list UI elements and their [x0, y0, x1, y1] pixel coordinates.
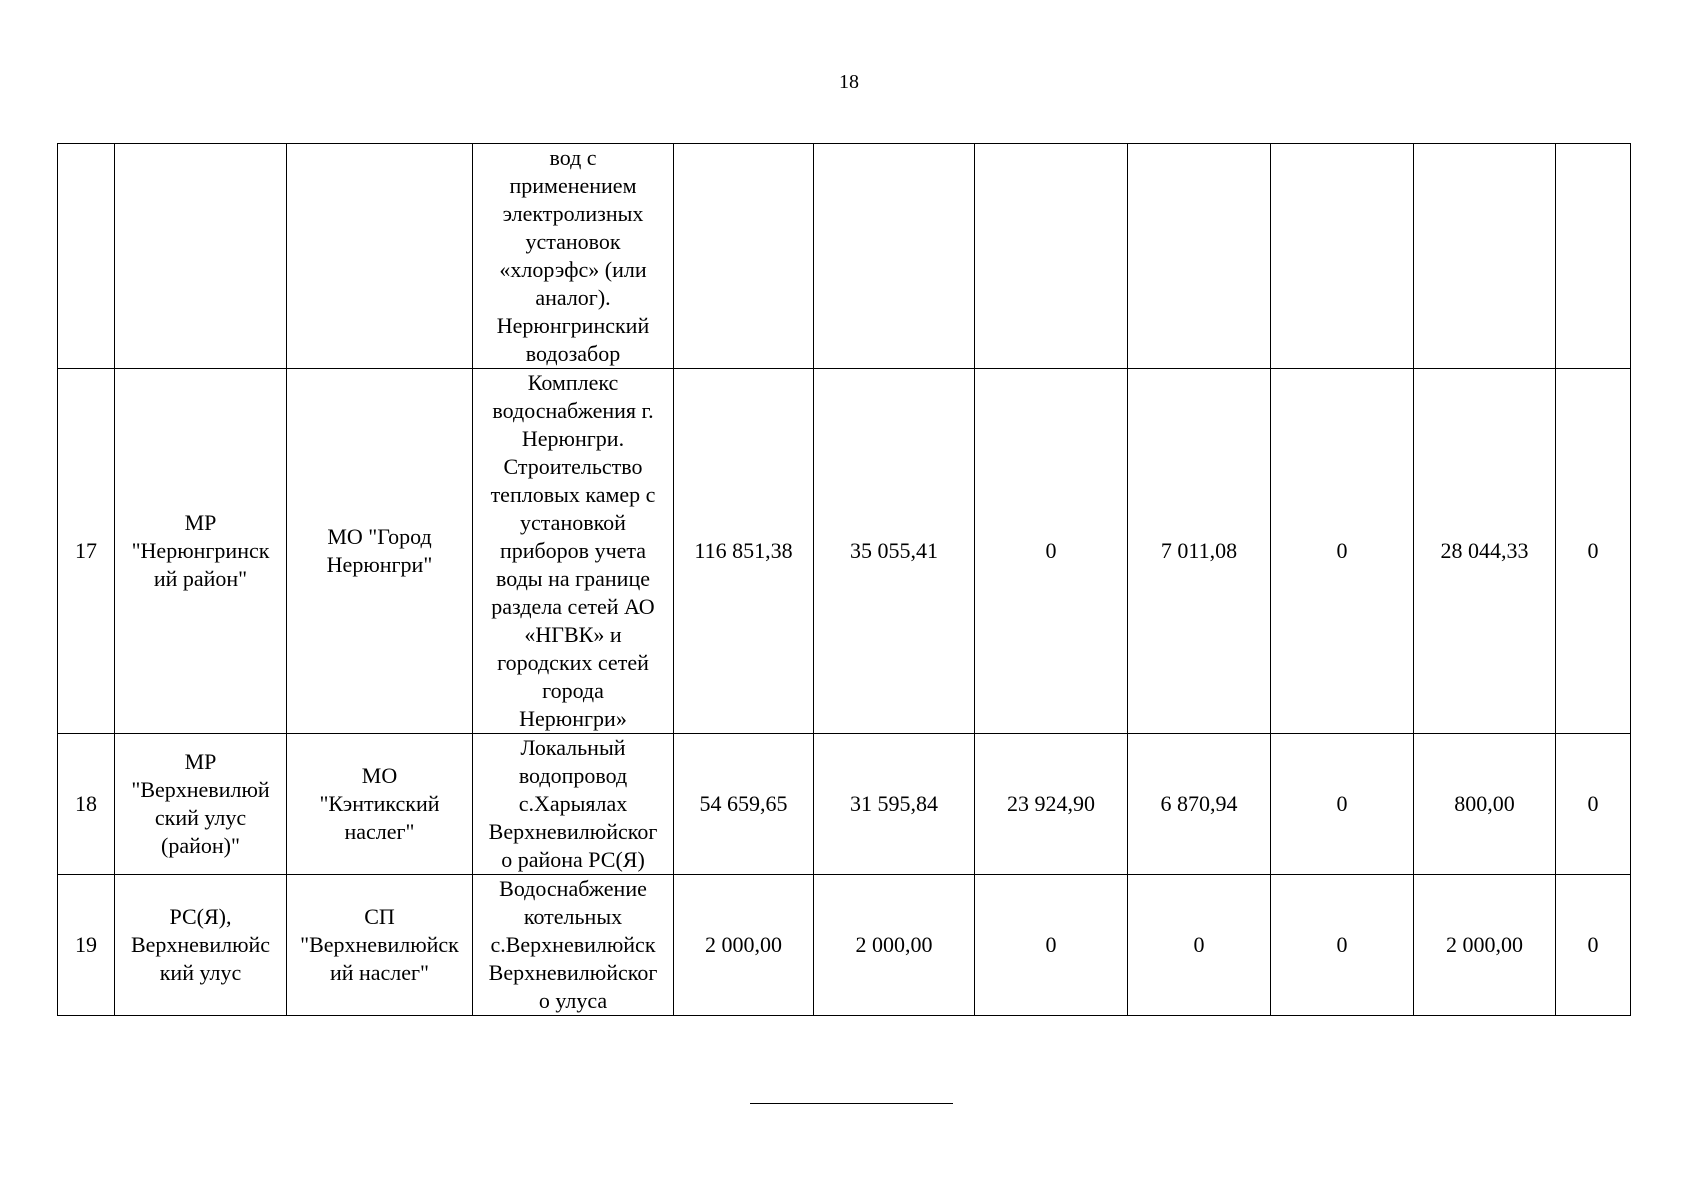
cell-c4: 0 [1271, 369, 1414, 734]
cell-c4: 0 [1271, 875, 1414, 1016]
cell-c4: 0 [1271, 734, 1414, 875]
cell-c3: 7 011,08 [1128, 369, 1271, 734]
cell-total: 116 851,38 [674, 369, 814, 734]
cell-c1: 2 000,00 [814, 875, 975, 1016]
cell-total: 54 659,65 [674, 734, 814, 875]
footer-divider [750, 1103, 953, 1104]
cell-c5: 28 044,33 [1414, 369, 1556, 734]
cell-project: вод с применением электролизных установок «хлорэфс» (или аналог). Нерюнгринский водозабор [473, 144, 674, 369]
cell-num: 17 [58, 369, 115, 734]
cell-project: Локальный водопровод с.Харыялах Верхневилюйског о района РС(Я) [473, 734, 674, 875]
cell-num: 18 [58, 734, 115, 875]
cell-c6: 0 [1556, 734, 1631, 875]
cell-c6: 0 [1556, 369, 1631, 734]
cell-c3 [1128, 144, 1271, 369]
table-row [58, 369, 1631, 734]
cell-municipality: МО "Город Нерюнгри" [287, 369, 473, 734]
cell-municipality: МО "Кэнтикский наслег" [287, 734, 473, 875]
cell-total [674, 144, 814, 369]
cell-project: Водоснабжение котельных с.Верхневилюйск Верхневилюйског о улуса [473, 875, 674, 1016]
table-row-continuation [58, 144, 1631, 369]
cell-c1: 35 055,41 [814, 369, 975, 734]
cell-c5: 2 000,00 [1414, 875, 1556, 1016]
cell-district: МР "Нерюнгринск ий район" [115, 369, 287, 734]
cell-c1 [814, 144, 975, 369]
cell-c4 [1271, 144, 1414, 369]
cell-c6 [1556, 144, 1631, 369]
table-row [58, 734, 1631, 875]
cell-total: 2 000,00 [674, 875, 814, 1016]
page-number: 18 [839, 71, 859, 93]
cell-c5: 800,00 [1414, 734, 1556, 875]
cell-project: Комплекс водоснабжения г. Нерюнгри. Строительство тепловых камер с установкой приборов учета воды на границе раздела сетей АО «НГВК» и городских сетей города Нерюнгри» [473, 369, 674, 734]
cell-c5 [1414, 144, 1556, 369]
cell-district: МР "Верхневилюй ский улус (район)" [115, 734, 287, 875]
cell-c3: 6 870,94 [1128, 734, 1271, 875]
cell-c2: 0 [975, 369, 1128, 734]
cell-c2: 23 924,90 [975, 734, 1128, 875]
cell-num: 19 [58, 875, 115, 1016]
cell-municipality: СП "Верхневилюйск ий наслег" [287, 875, 473, 1016]
cell-municipality [287, 144, 473, 369]
cell-district [115, 144, 287, 369]
cell-district: РС(Я), Верхневилюйс кий улус [115, 875, 287, 1016]
cell-c1: 31 595,84 [814, 734, 975, 875]
cell-num [58, 144, 115, 369]
cell-c2 [975, 144, 1128, 369]
table-row [58, 875, 1631, 1016]
data-table [57, 143, 1631, 1016]
cell-c3: 0 [1128, 875, 1271, 1016]
cell-c2: 0 [975, 875, 1128, 1016]
cell-c6: 0 [1556, 875, 1631, 1016]
